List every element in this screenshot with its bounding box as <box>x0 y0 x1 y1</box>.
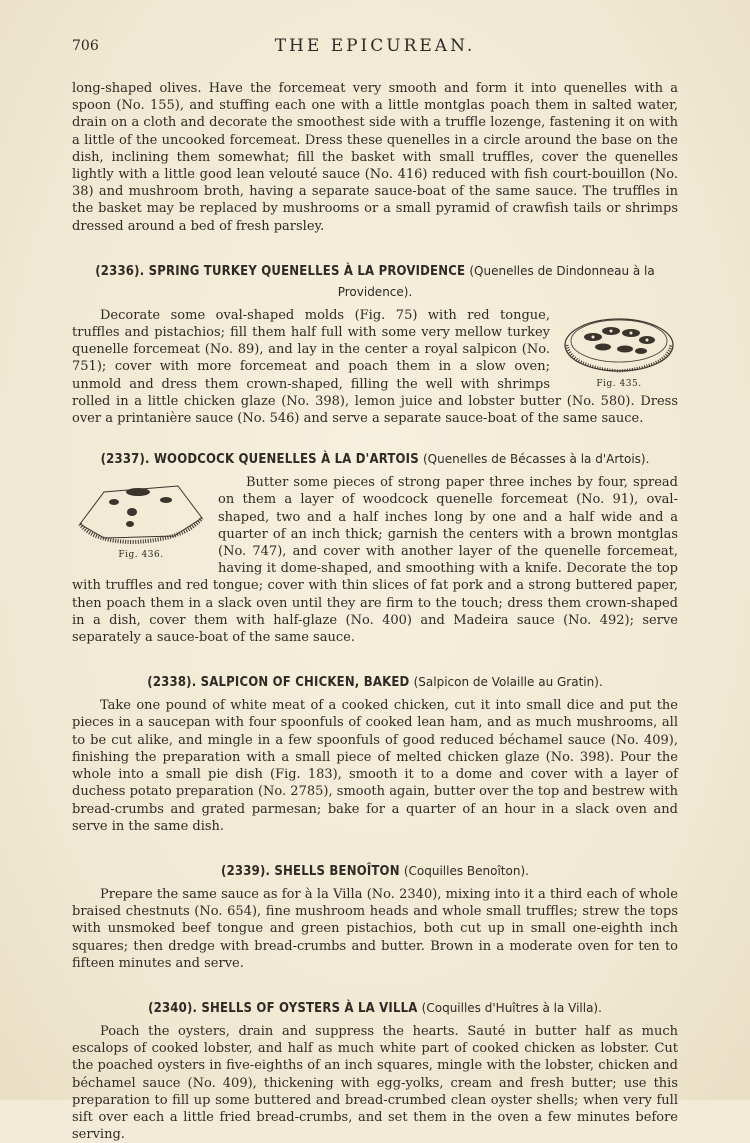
recipe-2336 <box>72 261 678 427</box>
recipe-subtitle: (Coquilles Benoîton). <box>403 863 529 878</box>
recipe-title <box>72 672 678 693</box>
recipe-heading: (2339). SHELLS BENOÎTON <box>221 863 400 879</box>
recipe-title <box>72 261 678 303</box>
recipe-title <box>72 449 678 470</box>
recipe-title <box>72 998 678 1019</box>
recipe-subtitle: (Quenelles de Bécasses à la d'Artois). <box>422 452 650 467</box>
recipe-heading: (2340). SHELLS OF OYSTERS À LA VILLA <box>148 1000 418 1016</box>
running-head <box>72 38 678 58</box>
recipe-heading: (2338). SALPICON OF CHICKEN, BAKED <box>147 675 410 691</box>
figure-435 <box>560 307 678 389</box>
figure-436 <box>72 478 210 560</box>
turkey-quenelles-dish-illustration <box>563 307 675 377</box>
figure-caption: Fig. 435. <box>596 378 642 389</box>
intro-paragraph: long-shaped olives. Have the forcemeat very smooth and form it into quenelles with a spoon (No. 155), and stuffing each one with a little montglas poach them in salted water, drain on a cloth and decorate the smoothest side with a truffle lozenge, fastening it on with a little of the uncooked forcemeat. Dress these quenelles in a circle around the base on the dish, inclining them somewhat; fill the basket with small truffles, cover the quenelles lightly with a little good lean velouté sauce (No. 416) reduced with fish court-bouillon (No. 38) and mushroom broth, having a separate sauce-boat of the same sauce. The truffles in the basket may be replaced by mushrooms or a small pyramid of crawfish tails or shrimps dressed around a bed of fresh parsley. <box>72 81 678 234</box>
recipe-2340 <box>72 998 678 1143</box>
recipe-subtitle: (Quenelles de Dindonneau à la Providence). <box>337 263 655 299</box>
recipe-2337 <box>72 449 678 646</box>
page-number: 706 <box>72 38 99 54</box>
running-title: THE EPICUREAN. <box>274 36 476 56</box>
figure-caption: Fig. 436. <box>118 550 164 561</box>
recipe-2339 <box>72 861 678 972</box>
recipe-body: Decorate some oval-shaped molds (Fig. 75) with red tongue, truffles and pistachios; fill them half full with some very mellow turkey quenelle forcemeat (No. 89), and lay in the center a royal salpicon (No. 751); cover with more forcemeat and poach them in a slow oven; unmold and dress them crown-shaped, filling the well with shrimps rolled in a little chicken glaze (No. 398), lemon juice and lobster butter (No. 580). Dress over a printanière sauce (No. 546) and serve a separate sauce-boat of the same sauce. <box>72 307 678 427</box>
recipe-subtitle: (Salpicon de Volaille au Gratin). <box>413 675 603 690</box>
woodcock-quenelles-dish-illustration <box>74 478 208 548</box>
recipe-heading: (2336). SPRING TURKEY QUENELLES À LA PROVIDENCE <box>95 263 466 279</box>
recipe-subtitle: (Coquilles d'Huîtres à la Villa). <box>421 1000 602 1015</box>
recipe-body: Butter some pieces of strong paper three inches by four, spread on them a layer of woodcock quenelle forcemeat (No. 91), oval-shaped, two and a half inches long by one and a half wide and a quarter of an inch thick; garnish the centers with a brown montglas (No. 747), and cover with another layer of the quenelle forcemeat, having it dome-shaped, and smoothing with a knife. Decorate the top with truffles and red tongue; cover with thin slices of fat pork and a strong buttered paper, then poach them in a slack oven until they are firm to the touch; dress them crown-shaped in a dish, cover them with half-glaze (No. 400) and Madeira sauce (No. 492); serve separately a sauce-boat of the same sauce. <box>72 475 678 646</box>
page-content <box>72 80 678 1143</box>
recipe-body: Prepare the same sauce as for à la Villa (No. 2340), mixing into it a third each of whole braised chestnuts (No. 654), fine mushroom heads and whole small truffles; strew the tops with unsmoked beef tongue and green pistachios, both cut up in small one-eighth inch squares; then dredge with bread-crumbs and butter. Brown in a moderate oven for ten to fifteen minutes and serve. <box>72 886 678 971</box>
recipe-heading: (2337). WOODCOCK QUENELLES À LA D'ARTOIS <box>100 452 419 468</box>
recipe-body: Poach the oysters, drain and suppress the hearts. Sauté in butter half as much escalops of cooked lobster, and half as much white part of cooked chicken as lobster. Cut the poached oysters in five-eighths of an inch squares, mingle with the lobster, chicken and béchamel sauce (No. 409), thickening with egg-yolks, cream and fresh butter; use this preparation to fill up some buttered and bread-crumbed clean oyster shells; when very full sift over each a little fried bread-crumbs, and set them in the oven a few minutes before serving. <box>72 1023 678 1143</box>
recipe-title <box>72 861 678 882</box>
recipe-body: Take one pound of white meat of a cooked chicken, cut it into small dice and put the pieces in a saucepan with four spoonfuls of cooked lean ham, and as much mushrooms, all to be cut alike, and mingle in a few spoonfuls of good reduced béchamel sauce (No. 409), finishing the preparation with a small piece of melted chicken glaze (No. 398). Pour the whole into a small pie dish (Fig. 183), smooth it to a dome and cover with a layer of duchess potato preparation (No. 2785), smooth again, butter over the top and bestrew with bread-crumbs and grated parmesan; bake for a quarter of an hour in a slack oven and serve in the same dish. <box>72 698 678 834</box>
recipe-2338 <box>72 672 678 835</box>
